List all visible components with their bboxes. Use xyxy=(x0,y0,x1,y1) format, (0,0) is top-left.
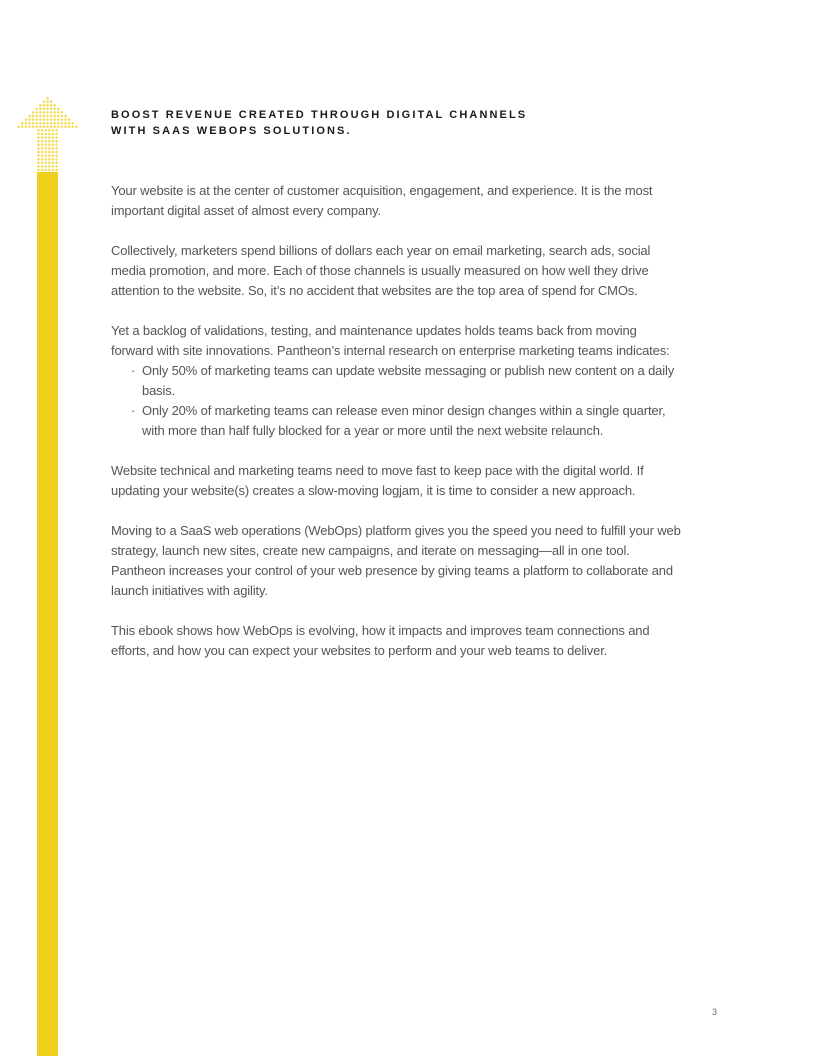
body-content xyxy=(111,181,681,681)
paragraph-backlog: Yet a backlog of validations, testing, and maintenance updates holds teams back from moving forward with site innovations. Pantheon’s internal research on enterprise marketing teams indicates: xyxy=(111,323,670,358)
paragraph-spend: Collectively, marketers spend billions of dollars each year on email marketing, search ads, social media promotion, and more. Each of those channels is usually measured on how well they drive attention to the website. So, it’s no accident that websites are the top area of spend for CMOs. xyxy=(111,243,651,298)
bullet-glyph: · xyxy=(131,363,136,378)
list-item xyxy=(131,401,681,441)
heading-line-1: BOOST REVENUE CREATED THROUGH DIGITAL CHANNELS xyxy=(111,109,528,121)
list-item-text: Only 20% of marketing teams can release even minor design changes within a single quarter, with more than half fully blocked for a year or more until the next website relaunch. xyxy=(142,403,666,438)
research-findings-list xyxy=(111,361,681,441)
bullet-glyph: · xyxy=(131,403,136,418)
paragraph-ebook: This ebook shows how WebOps is evolving, how it impacts and improves team connections and efforts, and how you can expect your websites to perform and your web teams to deliver. xyxy=(111,623,650,658)
page-number: 3 xyxy=(712,1007,718,1017)
paragraph-move-fast: Website technical and marketing teams need to move fast to keep pace with the digital world. If updating your website(s) creates a slow-moving logjam, it is time to consider a new approach. xyxy=(111,463,644,498)
paragraph-saas-webops: Moving to a SaaS web operations (WebOps) platform gives you the speed you need to fulfill your web strategy, launch new sites, create new campaigns, and iterate on messaging—all in one tool. Pantheon increases your control of your web presence by giving teams a platform to collaborate and launch initiatives with agility. xyxy=(111,523,681,598)
list-item-text: Only 50% of marketing teams can update website messaging or publish new content on a daily basis. xyxy=(142,363,675,398)
yellow-vertical-bar xyxy=(37,172,58,1056)
heading-line-2: WITH SAAS WEBOPS SOLUTIONS. xyxy=(111,125,352,137)
list-item xyxy=(131,361,681,401)
page-heading xyxy=(111,107,527,139)
dotted-up-arrow-icon xyxy=(15,95,81,175)
paragraph-intro: Your website is at the center of customer acquisition, engagement, and experience. It is the most important digital asset of almost every company. xyxy=(111,183,653,218)
